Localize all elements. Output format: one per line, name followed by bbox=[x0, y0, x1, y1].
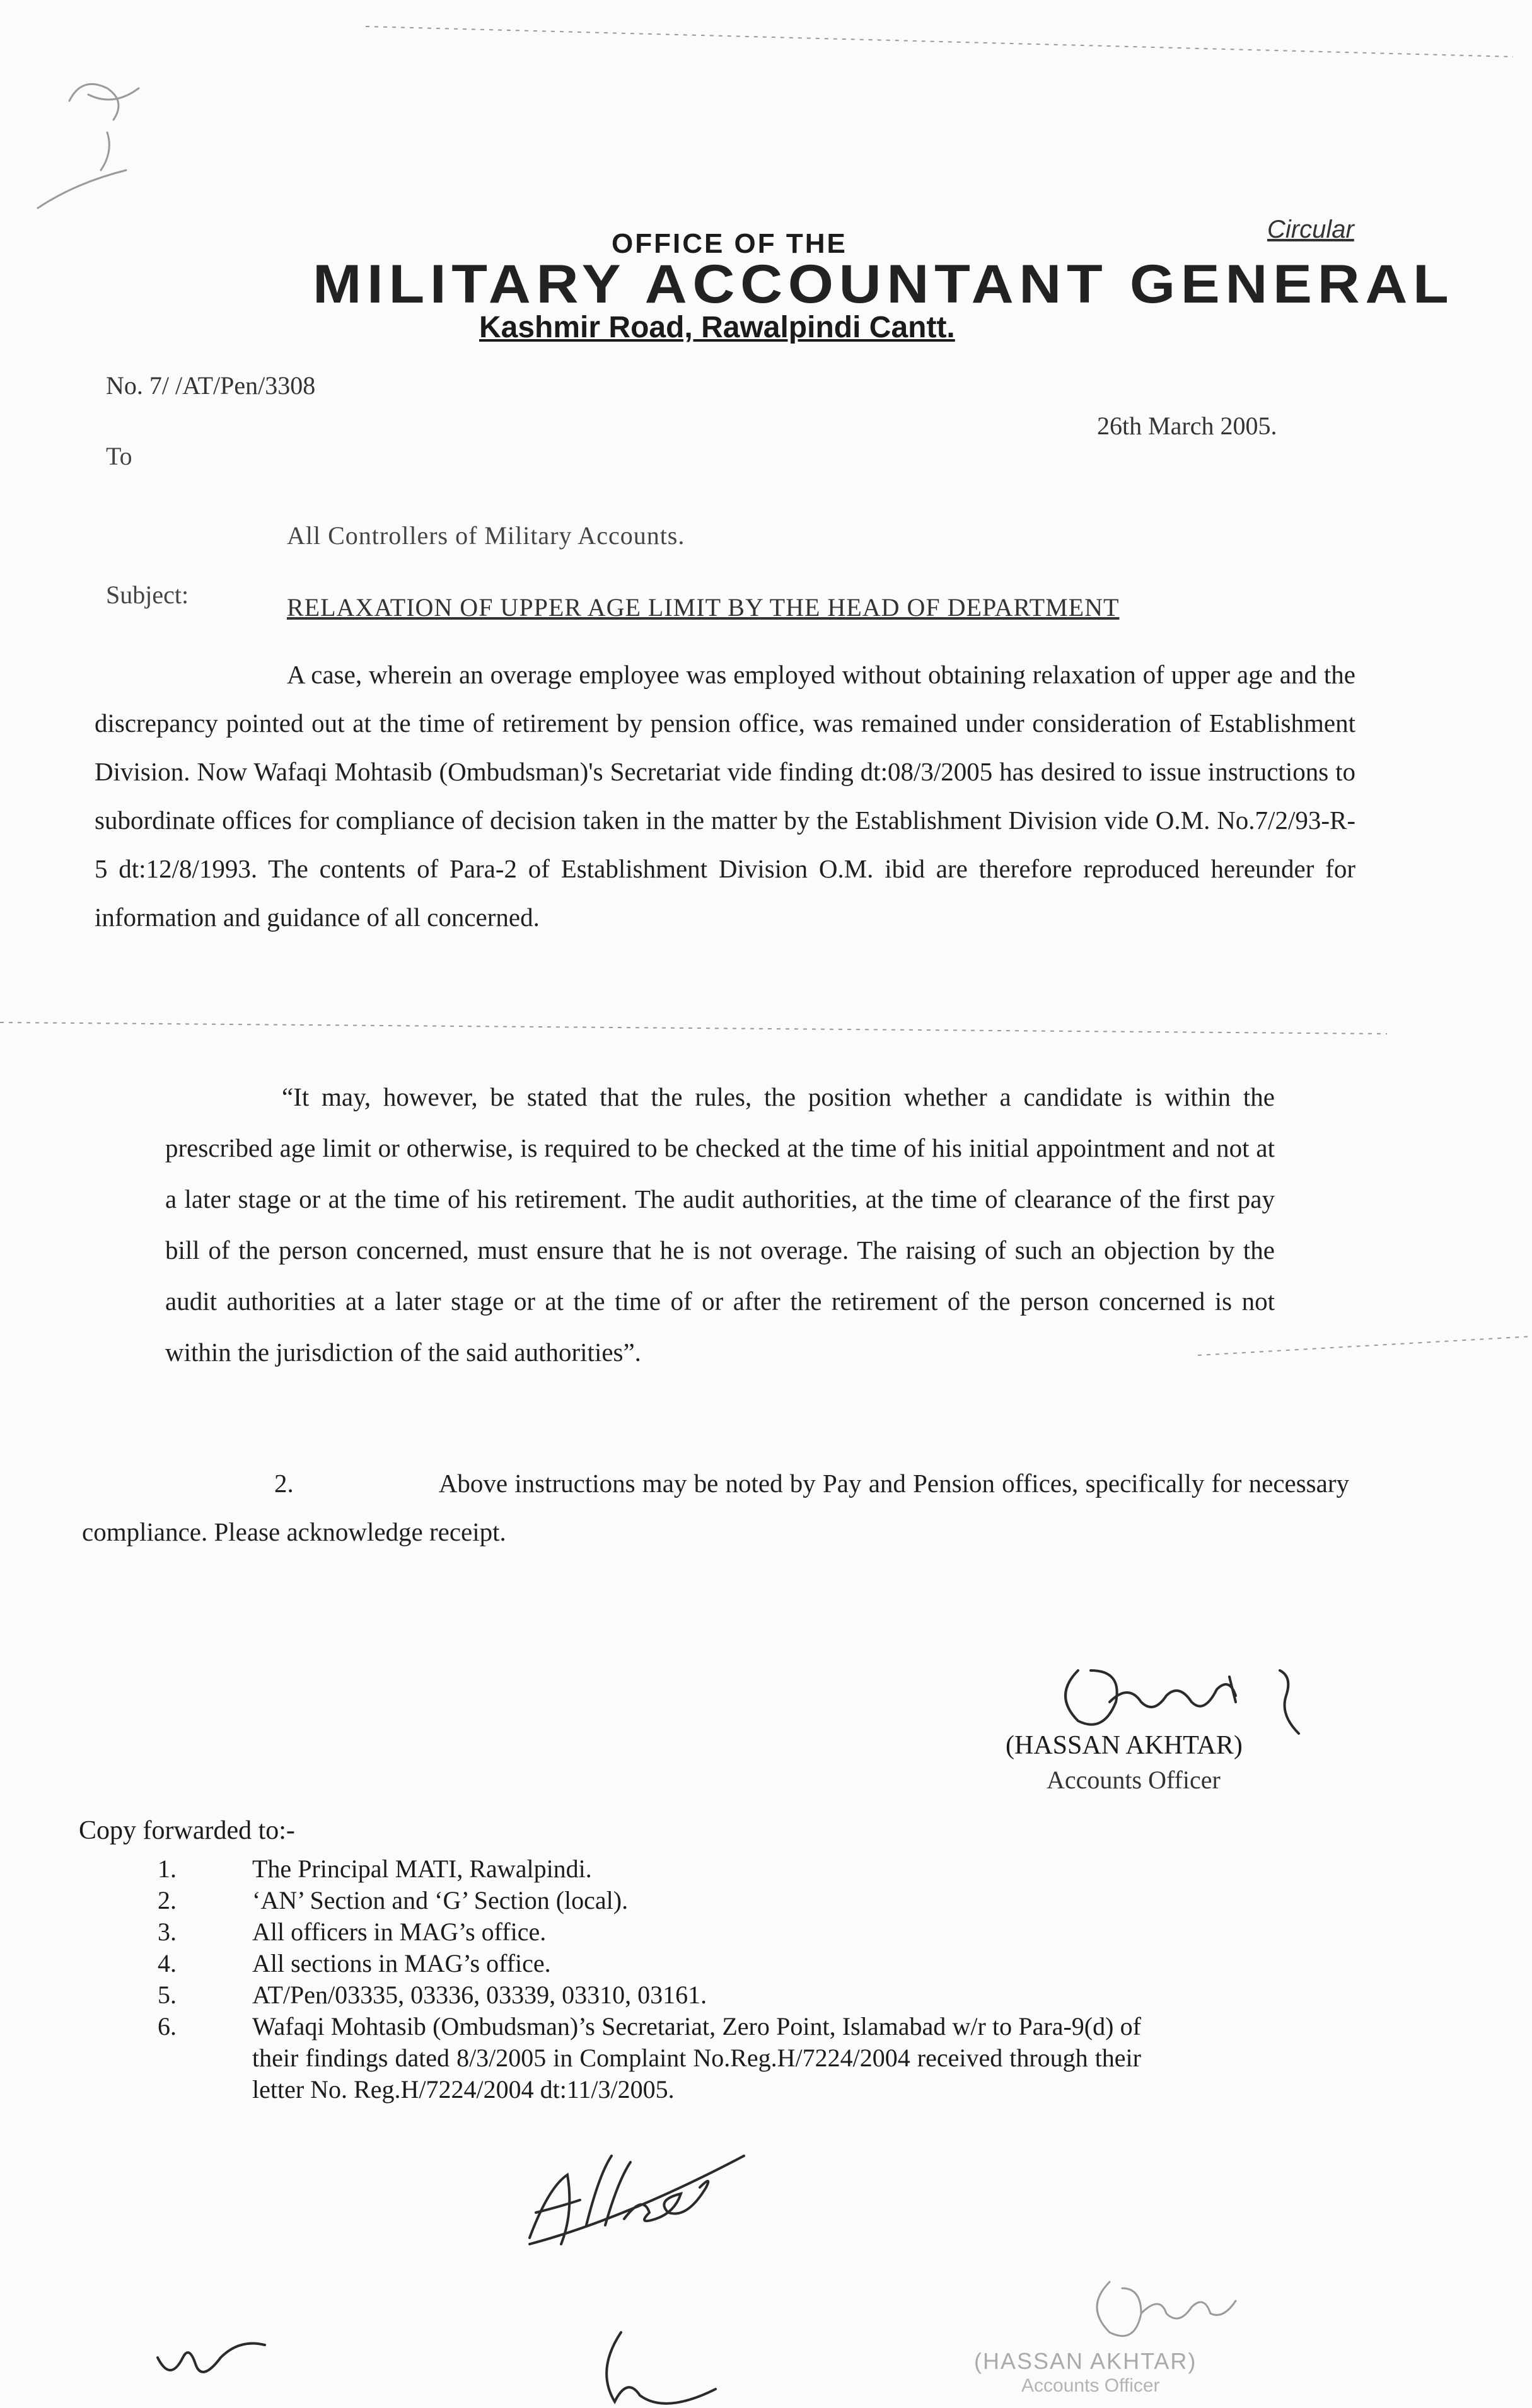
to-label: To bbox=[106, 442, 132, 470]
quoted-paragraph: “It may, however, be stated that the rules, the position whether a candidate is within the prescribed age limit or otherwise, is required to be checked at the time of his initial appointment and not at a later stage or at the time of his retirement. The audit authorities, at the time of clearance of the first pay bill of the person concerned, must ensure that he is not overage. The raising of such an objection by the audit authorities at a later stage or at the time of or after the retirement of the person concerned is not within the jurisdiction of the said authorities”. bbox=[165, 1082, 1275, 1367]
subject-text: RELAXATION OF UPPER AGE LIMIT BY THE HEAD OF DEPARTMENT bbox=[287, 593, 1120, 622]
handwritten-signature bbox=[1040, 1652, 1355, 1740]
list-item: 1. The Principal MATI, Rawalpindi. bbox=[158, 1855, 592, 1883]
list-item: 4. All sections in MAG’s office. bbox=[158, 1949, 551, 1977]
paragraph-2-number: 2. bbox=[274, 1469, 294, 1498]
faint-stamp-mark bbox=[13, 57, 202, 221]
paragraph-2-text: Above instructions may be noted by Pay and Pension offices, specifically for necessary compliance. Please acknowledge receipt. bbox=[82, 1469, 1349, 1546]
attestation-designation: Accounts Officer bbox=[1021, 2375, 1160, 2396]
faint-signature bbox=[1084, 2269, 1286, 2351]
list-item: 2. ‘AN’ Section and ‘G’ Section (local). bbox=[158, 1886, 629, 1914]
attested-handwritten-mark bbox=[517, 2143, 782, 2408]
signatory-name: (HASSAN AKHTAR) bbox=[1006, 1731, 1243, 1760]
circular-label: Circular bbox=[1267, 216, 1354, 243]
initials-mark bbox=[151, 2332, 277, 2389]
signatory-designation: Accounts Officer bbox=[1047, 1766, 1221, 1794]
reference-number: No. 7/ /AT/Pen/3308 bbox=[106, 371, 316, 400]
copy-forwarded-label: Copy forwarded to:- bbox=[79, 1816, 295, 1845]
attestation-name: (HASSAN AKHTAR) bbox=[974, 2348, 1197, 2374]
paragraph-1: A case, wherein an overage employee was employed without obtaining relaxation of upper age and the discrepancy pointed out at the time of retirement by pension office, was remained under consideration of Establishment Division. Now Wafaqi Mohtasib (Ombudsman)'s Secretariat vide finding dt:08/3/2005 has desired to issue instructions to subordinate offices for compliance of decision taken in the matter by the Establishment Division vide O.M. No.7/2/93-R-5 dt:12/8/1993. The contents of Para-2 of Establishment Division O.M. ibid are therefore reproduced hereunder for information and guidance of all concerned. bbox=[95, 660, 1355, 932]
office-address: Kashmir Road, Rawalpindi Cantt. bbox=[479, 311, 955, 344]
office-heading: OFFICE OF THE bbox=[612, 228, 847, 259]
addressee: All Controllers of Military Accounts. bbox=[287, 521, 685, 550]
copy-forwarded-list bbox=[158, 1853, 1141, 2105]
list-item: 5. AT/Pen/03335, 03336, 03339, 03310, 03161. bbox=[158, 1981, 707, 2009]
subject-label: Subject: bbox=[106, 581, 189, 609]
letter-date: 26th March 2005. bbox=[1097, 412, 1277, 440]
paragraph-2 bbox=[82, 1459, 1349, 1556]
list-item: 3. All officers in MAG’s office. bbox=[158, 1918, 547, 1946]
list-item: 6. Wafaqi Mohtasib (Ombudsman)’s Secretariat, Zero Point, Islamabad w/r to Para-9(d) of their findings dated 8/3/2005 in Complaint No.Reg.H/7224/2004 received through their letter No. Reg.H/7224/2004 dt:11/3/2005. bbox=[158, 2012, 1141, 2104]
organization-name: MILITARY ACCOUNTANT GENERAL bbox=[313, 254, 1454, 315]
